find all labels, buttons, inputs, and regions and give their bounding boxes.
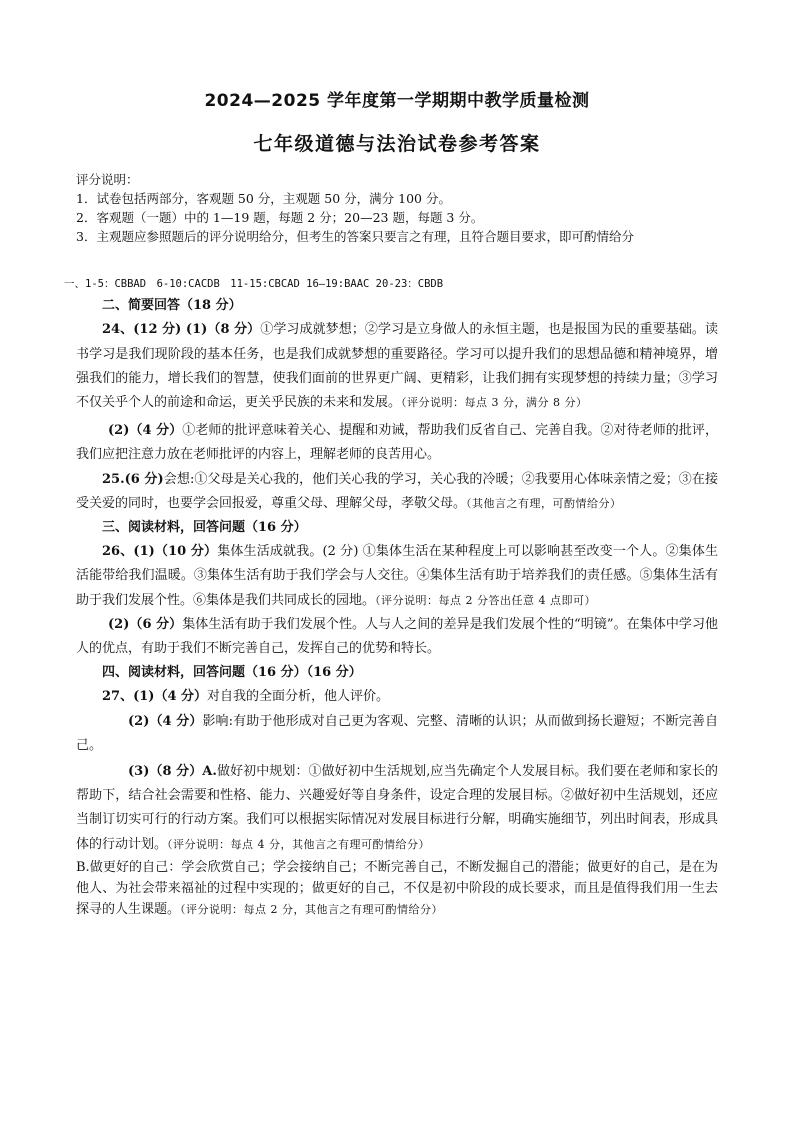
note-1: 1．试卷包括两部分，客观题 50 分，主观题 50 分，满分 100 分。: [76, 191, 451, 206]
q27-part3-label: (3)（8 分）A.: [128, 764, 217, 780]
q24-part1-note: （评分说明：每点 3 分，满分 8 分）: [401, 396, 588, 410]
q27-part1-text: 对自我的全面分析，他人评价。: [207, 689, 390, 705]
q25: [76, 468, 718, 516]
note-2: 2．客观题（一题）中的 1—19 题，每题 2 分；20—23 题，每题 3 分。: [76, 210, 484, 225]
notes-heading: 评分说明：: [76, 172, 139, 187]
q24-part2: [76, 419, 718, 467]
note-3: 3．主观题应参照题后的评分说明给分，但考生的答案只要言之有理，且符合题目要求，即可酌情给分: [76, 229, 634, 244]
q26-part2: [76, 613, 718, 661]
q24-part1-text: ①学习成就梦想；②学习是立身做人的永恒主题，也是报国为民的重要基础。读书学习是我们现阶段的基本任务，也是我们成就梦想的重要路径。学习可以提升我们的思想品德和精神境界，增强我们的能力，增长我们的智慧，使我们面前的世界更广阔、更精彩，让我们拥有实现梦想的持续力量；③学习不仅关乎个人的前途和命运，更关乎民族的未来和发展。: [76, 322, 718, 411]
q27-part2-text: 影响:有助于他形成对自己更为客观、完整、清晰的认识；从而做到扬长避短；不断完善自己。: [76, 713, 718, 753]
exam-subtitle: 七年级道德与法治试卷参考答案: [253, 133, 541, 155]
q26-part2-text: 集体生活有助于我们发展个性。人与人之间的差异是我们发展个性的“明镜”。在集体中学习他人的优点，有助于我们不断完善自己，发挥自己的优势和特长。: [76, 616, 719, 657]
q27-part3-note: （评分说明：每点 4 分，其他言之有理可酌情给分）: [167, 837, 431, 851]
objective-answers: 一、1-5：CBBAD 6-10:CACDB 11-15:CBCAD 16—19:BAAC 20-23：CBDB: [64, 278, 444, 290]
q25-text: 会想:①父母是关心我的，他们关心我的学习，关心我的冷暖；②我要用心体味亲情之爱；③在接受关爱的同时，也要学会回报爱，尊重父母、理解父母，孝敬父母。: [76, 471, 718, 511]
q27-part3-b-note: （评分说明：每点 2 分，其他言之有理可酌情给分）: [180, 902, 444, 916]
q27-label: 27、(1)（4 分）: [102, 689, 208, 705]
q27-part3-b: [76, 857, 718, 920]
answer-body: [64, 272, 719, 920]
q27-part3-text: 做好初中规划：①做好初中生活规划,应当先确定个人发展目标。我们要在老师和家长的帮助下，结合社会需要和性格、能力、兴趣爱好等自身条件，设定合理的发展目标。②做好初中生活规划，还应当制订切实可行的行动方案。我们可以根据实际情况对发展目标进行分解，明确实施细节，列出时间表，形成具体的行动计划。: [76, 764, 719, 852]
scoring-notes: [76, 170, 736, 246]
q27-part2: [76, 710, 718, 758]
q26-part1-note: （评分说明：每点 2 分答出任意 4 点即可）: [375, 593, 596, 607]
q27-part3-b-text: B.做更好的自己：学会欣赏自己；学会接纳自己；不断完善自己，不断发掘自己的潜能；做更好的自己，是在为他人、为社会带来福祉的过程中实现的；做更好的自己，不仅是初中阶段的成长要求，而且是值得我们用一生去探寻的人生课题。: [76, 859, 718, 917]
q26-part1-text: 集体生活成就我。(2 分) ①集体生活在某种程度上可以影响甚至改变一个人。②集体生活能带给我们温暖。③集体生活有助于我们学会与人交往。④集体生活有助于培养我们的责任感。⑤集体生活有助于我们发展个性。⑥集体是我们共同成长的园地。: [76, 544, 718, 608]
section-2-heading: 二、简要回答（18 分）: [102, 298, 242, 314]
q26-part2-label: (2)（6 分）: [108, 616, 183, 632]
q24-part2-label: (2)（4 分）: [108, 423, 183, 439]
q26-part1: [76, 540, 718, 613]
q27-part3: [76, 760, 718, 857]
q27-part2-label: (2)（4 分）: [128, 713, 203, 729]
q25-label: 25.(6 分): [102, 471, 164, 487]
section-4-heading: 四、阅读材料，回答问题（16 分）（16 分）: [102, 665, 362, 681]
q25-note: （其他言之有理，可酌情给分）: [466, 496, 622, 510]
q26-label: 26、(1)（10 分）: [102, 544, 218, 560]
q24-part2-text: ①老师的批评意味着关心、提醒和劝诫，帮助我们反省自己、完善自我。②对待老师的批评，我们应把注意力放在老师批评的内容上，理解老师的良苦用心。: [76, 423, 718, 463]
q24-part1: [76, 318, 718, 415]
section-3-heading: 三、阅读材料，回答问题（16 分）: [102, 520, 307, 536]
q27-part1: [76, 685, 718, 709]
q24-label: 24、(12 分) (1)（8 分）: [102, 322, 261, 338]
exam-title: 2024—2025 学年度第一学期期中教学质量检测: [204, 91, 590, 111]
